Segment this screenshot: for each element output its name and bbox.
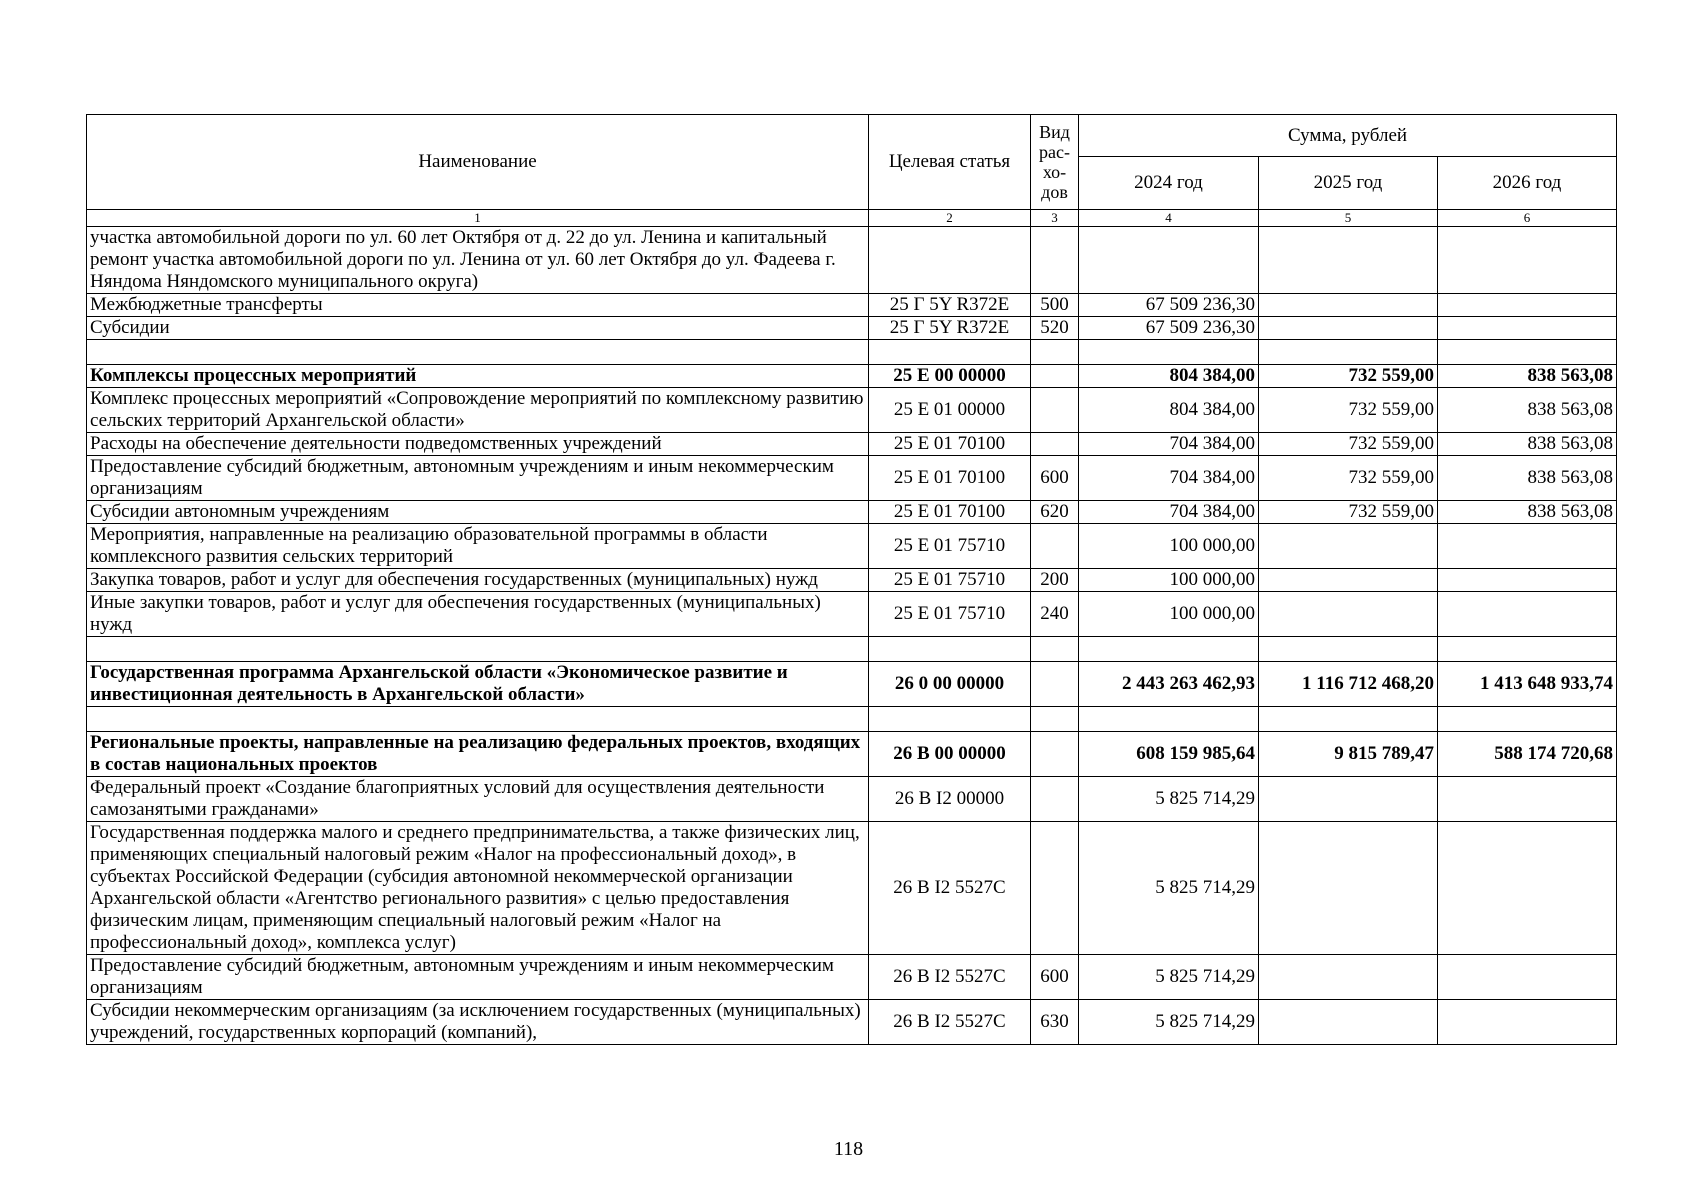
row-name	[87, 707, 869, 732]
row-type: 500	[1031, 294, 1079, 317]
row-type: 630	[1031, 1000, 1079, 1045]
row-name: Комплексы процессных мероприятий	[87, 365, 869, 388]
row-2025	[1259, 569, 1438, 592]
header-target: Целевая статья	[869, 115, 1031, 210]
column-index-row	[87, 210, 1617, 227]
row-2025	[1259, 637, 1438, 662]
row-name: Межбюджетные трансферты	[87, 294, 869, 317]
row-2025: 732 559,00	[1259, 365, 1438, 388]
row-code: 26 В I2 5527C	[869, 1000, 1031, 1045]
row-name: участка автомобильной дороги по ул. 60 лет Октября от д. 22 до ул. Ленина и капитальный ремонт участка автомобильной дороги по ул. Ленина от ул. 60 лет Октября до ул. Фадеева г. Няндома Няндомского муниципального округа)	[87, 227, 869, 294]
row-code: 25 Е 01 75710	[869, 524, 1031, 569]
row-type	[1031, 732, 1079, 777]
column-index: 3	[1031, 210, 1079, 227]
row-2024: 704 384,00	[1079, 433, 1259, 456]
row-2024	[1079, 340, 1259, 365]
column-index: 2	[869, 210, 1031, 227]
row-2024: 608 159 985,64	[1079, 732, 1259, 777]
row-2024: 100 000,00	[1079, 569, 1259, 592]
row-2026	[1438, 777, 1617, 822]
header-year-2024: 2024 год	[1079, 157, 1259, 210]
table-row	[87, 777, 1617, 822]
row-2026	[1438, 955, 1617, 1000]
header-row	[87, 115, 1617, 157]
table-row	[87, 456, 1617, 501]
row-2025	[1259, 1000, 1438, 1045]
row-2026	[1438, 1000, 1617, 1045]
row-2026	[1438, 340, 1617, 365]
row-name: Субсидии некоммерческим организациям (за исключением государственных (муниципальных) учреждений, государственных корпораций (компаний),	[87, 1000, 869, 1045]
table-row	[87, 524, 1617, 569]
row-2025	[1259, 592, 1438, 637]
blank-row	[87, 707, 1617, 732]
column-index: 5	[1259, 210, 1438, 227]
blank-row	[87, 637, 1617, 662]
header-type: Вид рас-хо-дов	[1031, 115, 1079, 210]
table-row	[87, 592, 1617, 637]
row-type: 620	[1031, 501, 1079, 524]
row-2025: 732 559,00	[1259, 501, 1438, 524]
row-type: 240	[1031, 592, 1079, 637]
row-code: 25 Е 01 70100	[869, 456, 1031, 501]
row-2025	[1259, 317, 1438, 340]
budget-document	[86, 114, 1616, 1045]
row-code	[869, 227, 1031, 294]
row-2024	[1079, 227, 1259, 294]
row-2026	[1438, 524, 1617, 569]
table-row	[87, 662, 1617, 707]
row-2026	[1438, 592, 1617, 637]
row-code: 26 В I2 00000	[869, 777, 1031, 822]
row-2024: 804 384,00	[1079, 388, 1259, 433]
row-code: 25 Е 01 00000	[869, 388, 1031, 433]
row-type: 520	[1031, 317, 1079, 340]
row-name: Закупка товаров, работ и услуг для обеспечения государственных (муниципальных) нужд	[87, 569, 869, 592]
row-code: 25 Е 01 70100	[869, 433, 1031, 456]
table-row	[87, 1000, 1617, 1045]
row-2025	[1259, 340, 1438, 365]
row-2024: 804 384,00	[1079, 365, 1259, 388]
row-type: 600	[1031, 955, 1079, 1000]
row-2026	[1438, 707, 1617, 732]
table-row	[87, 501, 1617, 524]
header-year-2026: 2026 год	[1438, 157, 1617, 210]
row-name	[87, 637, 869, 662]
column-index: 6	[1438, 210, 1617, 227]
row-code: 25 Г 5Y R372E	[869, 294, 1031, 317]
row-code: 26 0 00 00000	[869, 662, 1031, 707]
row-2025	[1259, 707, 1438, 732]
row-name: Расходы на обеспечение деятельности подведомственных учреждений	[87, 433, 869, 456]
row-code: 25 Е 01 75710	[869, 569, 1031, 592]
row-name: Предоставление субсидий бюджетным, автономным учреждениям и иным некоммерческим организациям	[87, 955, 869, 1000]
row-2025	[1259, 955, 1438, 1000]
row-2024: 704 384,00	[1079, 456, 1259, 501]
row-type	[1031, 340, 1079, 365]
column-index: 4	[1079, 210, 1259, 227]
row-2024: 704 384,00	[1079, 501, 1259, 524]
row-code	[869, 637, 1031, 662]
row-2024: 100 000,00	[1079, 524, 1259, 569]
row-type	[1031, 433, 1079, 456]
row-code	[869, 340, 1031, 365]
row-2025	[1259, 777, 1438, 822]
row-2026	[1438, 294, 1617, 317]
row-type: 600	[1031, 456, 1079, 501]
row-type	[1031, 777, 1079, 822]
row-2024: 5 825 714,29	[1079, 777, 1259, 822]
table-row	[87, 822, 1617, 955]
row-2026	[1438, 637, 1617, 662]
row-2024: 67 509 236,30	[1079, 317, 1259, 340]
row-type: 200	[1031, 569, 1079, 592]
table-row	[87, 955, 1617, 1000]
row-type	[1031, 822, 1079, 955]
row-name: Мероприятия, направленные на реализацию образовательной программы в области комплексного развития сельских территорий	[87, 524, 869, 569]
row-code: 26 В 00 00000	[869, 732, 1031, 777]
row-type	[1031, 707, 1079, 732]
row-2025: 732 559,00	[1259, 433, 1438, 456]
row-2026: 838 563,08	[1438, 501, 1617, 524]
row-2025	[1259, 822, 1438, 955]
row-2024	[1079, 637, 1259, 662]
row-2025	[1259, 294, 1438, 317]
row-2025: 9 815 789,47	[1259, 732, 1438, 777]
row-code: 25 Е 01 70100	[869, 501, 1031, 524]
row-type	[1031, 388, 1079, 433]
row-type	[1031, 227, 1079, 294]
row-2024: 100 000,00	[1079, 592, 1259, 637]
row-name: Субсидии	[87, 317, 869, 340]
row-2026: 838 563,08	[1438, 365, 1617, 388]
page-number: 118	[833, 1138, 864, 1160]
table-row	[87, 388, 1617, 433]
row-2024: 5 825 714,29	[1079, 955, 1259, 1000]
row-2025: 1 116 712 468,20	[1259, 662, 1438, 707]
row-2024: 5 825 714,29	[1079, 1000, 1259, 1045]
row-name: Государственная поддержка малого и среднего предпринимательства, а также физических лиц, применяющих специальный налоговый режим «Налог на профессиональный доход», в субъектах Российской Федерации (субсидия автономной некоммерческой организации Архангельской области «Агентство регионального развития» с целью предоставления физическим лицам, применяющим специальный налоговый режим «Налог на профессиональный доход», комплекса услуг)	[87, 822, 869, 955]
row-code	[869, 707, 1031, 732]
row-2024	[1079, 707, 1259, 732]
blank-row	[87, 340, 1617, 365]
row-2025	[1259, 227, 1438, 294]
row-2026	[1438, 822, 1617, 955]
row-2026: 838 563,08	[1438, 433, 1617, 456]
row-2026: 588 174 720,68	[1438, 732, 1617, 777]
row-name: Комплекс процессных мероприятий «Сопровождение мероприятий по комплексному развитию сельских территорий Архангельской области»	[87, 388, 869, 433]
row-name: Региональные проекты, направленные на реализацию федеральных проектов, входящих в состав национальных проектов	[87, 732, 869, 777]
budget-table	[86, 114, 1617, 1045]
table-row	[87, 732, 1617, 777]
column-index: 1	[87, 210, 869, 227]
row-code: 25 Е 01 75710	[869, 592, 1031, 637]
row-type	[1031, 365, 1079, 388]
row-name: Субсидии автономным учреждениям	[87, 501, 869, 524]
header-name: Наименование	[87, 115, 869, 210]
row-code: 26 В I2 5527C	[869, 822, 1031, 955]
row-2026	[1438, 569, 1617, 592]
row-2026: 1 413 648 933,74	[1438, 662, 1617, 707]
row-name: Предоставление субсидий бюджетным, автономным учреждениям и иным некоммерческим организациям	[87, 456, 869, 501]
row-code: 25 Е 00 00000	[869, 365, 1031, 388]
row-2024: 5 825 714,29	[1079, 822, 1259, 955]
table-row	[87, 569, 1617, 592]
row-type	[1031, 524, 1079, 569]
table-row	[87, 317, 1617, 340]
row-2025: 732 559,00	[1259, 388, 1438, 433]
row-code: 25 Г 5Y R372E	[869, 317, 1031, 340]
row-name	[87, 340, 869, 365]
row-2024: 67 509 236,30	[1079, 294, 1259, 317]
header-sum: Сумма, рублей	[1079, 115, 1617, 157]
row-2026	[1438, 227, 1617, 294]
row-name: Государственная программа Архангельской области «Экономическое развитие и инвестиционная деятельность в Архангельской области»	[87, 662, 869, 707]
row-type	[1031, 637, 1079, 662]
row-name: Иные закупки товаров, работ и услуг для обеспечения государственных (муниципальных) нужд	[87, 592, 869, 637]
row-2026	[1438, 317, 1617, 340]
row-2024: 2 443 263 462,93	[1079, 662, 1259, 707]
row-name: Федеральный проект «Создание благоприятных условий для осуществления деятельности самозанятыми гражданами»	[87, 777, 869, 822]
header-year-2025: 2025 год	[1259, 157, 1438, 210]
row-type	[1031, 662, 1079, 707]
row-2025	[1259, 524, 1438, 569]
table-row	[87, 227, 1617, 294]
table-row	[87, 365, 1617, 388]
row-code: 26 В I2 5527C	[869, 955, 1031, 1000]
row-2026: 838 563,08	[1438, 388, 1617, 433]
row-2026: 838 563,08	[1438, 456, 1617, 501]
table-row	[87, 294, 1617, 317]
table-row	[87, 433, 1617, 456]
row-2025: 732 559,00	[1259, 456, 1438, 501]
